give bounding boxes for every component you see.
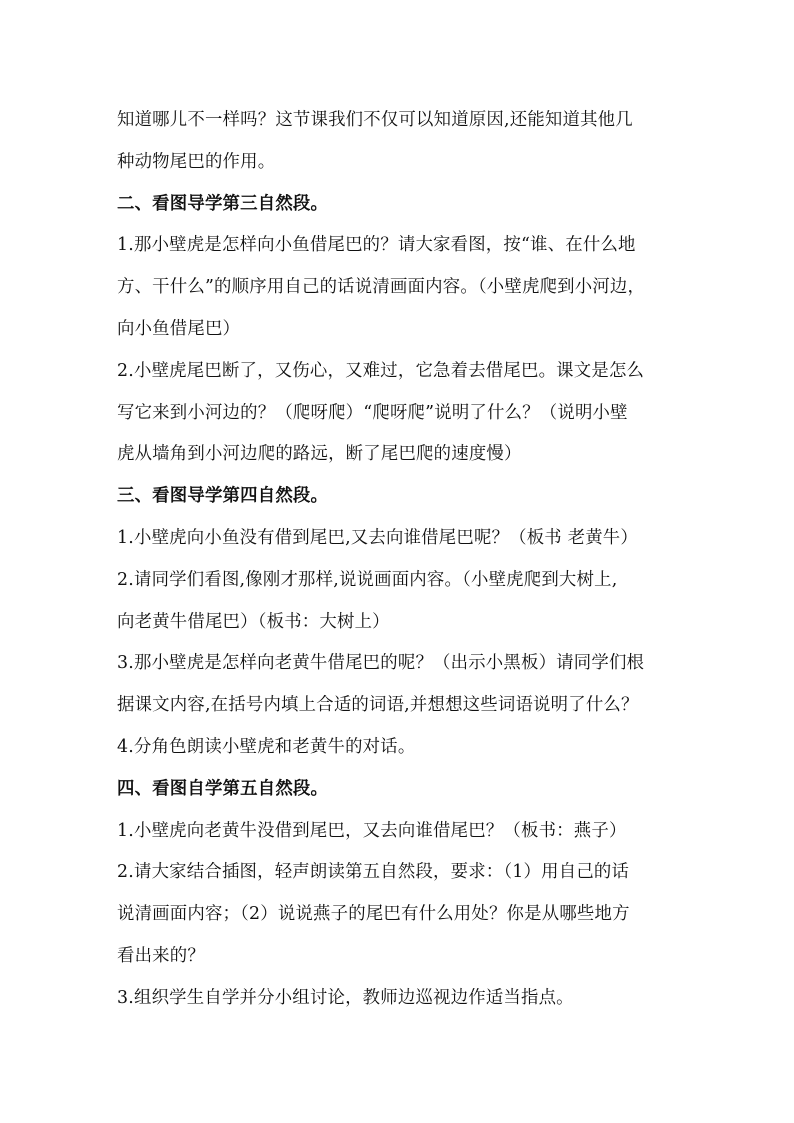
body-text-line: 写它来到小河边的？（爬呀爬）“爬呀爬”说明了什么？（说明小壁 (117, 402, 628, 423)
document-page (117, 100, 683, 1020)
body-text-line: 知道哪儿不一样吗？这节课我们不仅可以知道原因,还能知道其他几 (117, 110, 633, 130)
body-text-line: 2.请同学们看图,像刚才那样,说说画面内容。（小壁虎爬到大树上, (117, 569, 618, 590)
body-text-line: 向小鱼借尾巴） (117, 318, 241, 339)
section-heading: 二、看图导学第三自然段。 (117, 193, 329, 214)
body-text-line: 说清画面内容；（2）说说燕子的尾巴有什么用处？你是从哪些地方 (117, 904, 630, 925)
body-text-line: 虎从墙角到小河边爬的路远，断了尾巴爬的速度慢） (117, 444, 522, 465)
body-text-line: 1.小壁虎向老黄牛没借到尾巴，又去向谁借尾巴？（板书：燕子） (117, 820, 627, 841)
body-text-line: 方、干什么”的顺序用自己的话说清画面内容。（小壁虎爬到小河边， (117, 277, 646, 298)
section-heading: 四、看图自学第五自然段。 (117, 778, 329, 799)
body-text-line: 2.请大家结合插图，轻声朗读第五自然段，要求：（1）用自己的话 (117, 862, 630, 883)
body-text-line: 2.小壁虎尾巴断了，又伤心，又难过，它急着去借尾巴。课文是怎么 (117, 360, 645, 381)
body-text-line: 种动物尾巴的作用。 (117, 151, 276, 172)
section-heading: 三、看图导学第四自然段。 (117, 486, 329, 507)
body-text-line: 1.那小壁虎是怎样向小鱼借尾巴的？请大家看图，按“谁、在什么地 (117, 235, 636, 256)
body-text-line: 看出来的？ (117, 945, 205, 966)
body-text-line: 4.分角色朗读小壁虎和老黄牛的对话。 (117, 736, 416, 757)
body-text-line: 1.小壁虎向小鱼没有借到尾巴,又去向谁借尾巴呢？（板书 老黄牛） (117, 527, 638, 548)
body-text-line: 3.那小壁虎是怎样向老黄牛借尾巴的呢？（出示小黑板）请同学们根 (117, 653, 645, 674)
body-text-line: 据课文内容,在括号内填上合适的词语,并想想这些词语说明了什么？ (117, 695, 639, 716)
body-text-line: 3.组织学生自学并分小组讨论，教师边巡视边作适当指点。 (117, 987, 574, 1008)
body-text-line: 向老黄牛借尾巴）（板书：大树上） (117, 611, 390, 632)
